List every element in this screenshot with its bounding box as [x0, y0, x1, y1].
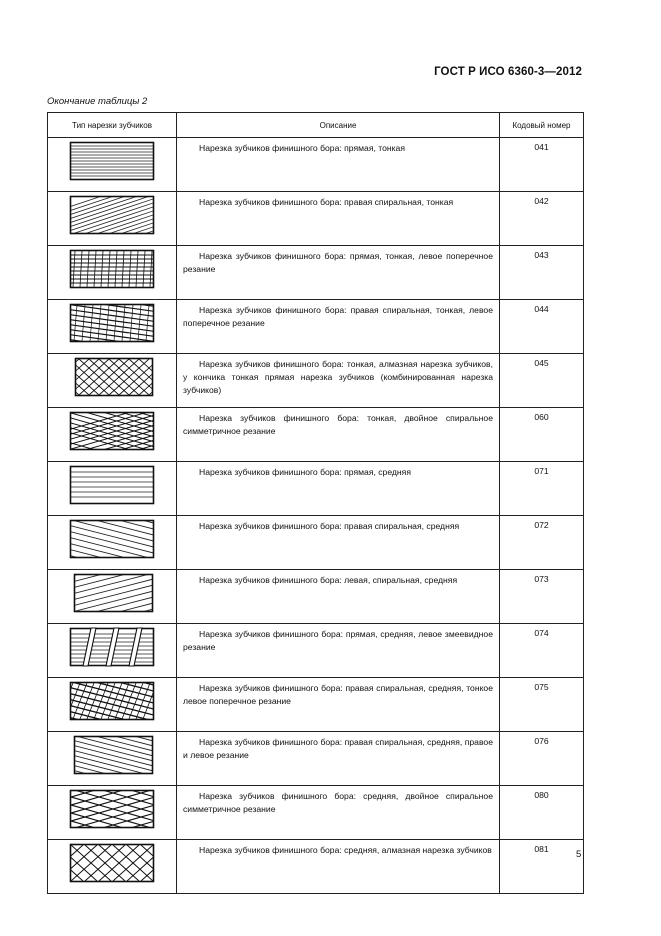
pattern-cell: [48, 570, 177, 624]
pattern-cell: [48, 678, 177, 732]
description-cell: [177, 678, 500, 732]
description-cell: [177, 192, 500, 246]
code-cell: 073: [500, 570, 584, 624]
straight-fine-icon: [48, 141, 176, 181]
table-row: [48, 246, 584, 300]
description-text: Нарезка зубчиков финишного бора: средняя, алмазная нарезка зубчиков: [199, 845, 492, 855]
cut-types-table: [47, 112, 584, 894]
code-cell: 044: [500, 300, 584, 354]
pattern-cell: [48, 354, 177, 408]
code-cell: 043: [500, 246, 584, 300]
right-spiral-fine-left-cross-icon: [48, 303, 176, 343]
table-row: [48, 624, 584, 678]
code-cell: 042: [500, 192, 584, 246]
column-header-description: Описание: [177, 113, 500, 138]
description-text: Нарезка зубчиков финишного бора: правая спиральная, средняя, тонкое левое поперечное резание: [183, 683, 493, 706]
description-text: Нарезка зубчиков финишного бора: правая спиральная, тонкая, левое поперечное резание: [183, 305, 493, 328]
description-text: Нарезка зубчиков финишного бора: тонкая, двойное спиральное симметричное резание: [183, 413, 493, 436]
pattern-cell: [48, 192, 177, 246]
straight-medium-snake-icon: [48, 627, 176, 667]
pattern-cell: [48, 300, 177, 354]
table-row: [48, 138, 584, 192]
table-row: [48, 732, 584, 786]
right-spiral-medium-right-left-icon: [48, 735, 176, 775]
straight-fine-left-cross-icon: [48, 249, 176, 289]
code-cell: 074: [500, 624, 584, 678]
description-cell: [177, 354, 500, 408]
description-text: Нарезка зубчиков финишного бора: средняя, двойное спиральное симметричное резание: [183, 791, 493, 814]
pattern-cell: [48, 732, 177, 786]
code-cell: 072: [500, 516, 584, 570]
description-cell: [177, 516, 500, 570]
description-text: Нарезка зубчиков финишного бора: прямая, тонкая: [199, 143, 405, 153]
description-text: Нарезка зубчиков финишного бора: прямая, средняя: [199, 467, 411, 477]
pattern-cell: [48, 138, 177, 192]
description-text: Нарезка зубчиков финишного бора: правая спиральная, тонкая: [199, 197, 454, 207]
description-text: Нарезка зубчиков финишного бора: тонкая, алмазная нарезка зубчиков, у кончика тонкая прямая нарезка зубчиков (комбинированная нарезка зубчиков): [183, 359, 493, 395]
double-symmetric-medium-icon: [48, 789, 176, 829]
table-row: [48, 678, 584, 732]
table-row: [48, 300, 584, 354]
straight-medium-icon: [48, 465, 176, 505]
pattern-cell: [48, 462, 177, 516]
description-cell: [177, 246, 500, 300]
double-symmetric-fine-icon: [48, 411, 176, 451]
description-cell: [177, 462, 500, 516]
description-cell: [177, 786, 500, 840]
code-cell: 081: [500, 840, 584, 894]
pattern-cell: [48, 408, 177, 462]
table-row: [48, 516, 584, 570]
diamond-medium-icon: [48, 843, 176, 883]
description-text: Нарезка зубчиков финишного бора: прямая, тонкая, левое поперечное резание: [183, 251, 493, 274]
description-cell: [177, 138, 500, 192]
description-text: Нарезка зубчиков финишного бора: прямая, средняя, левое змеевидное резание: [183, 629, 493, 652]
description-text: Нарезка зубчиков финишного бора: правая спиральная, средняя, правое и левое резание: [183, 737, 493, 760]
page-number: 5: [576, 849, 582, 860]
description-cell: [177, 840, 500, 894]
table-row: [48, 570, 584, 624]
standard-title: ГОСТ Р ИСО 6360-3—2012: [434, 66, 582, 78]
description-cell: [177, 732, 500, 786]
table-row: [48, 354, 584, 408]
table-row: [48, 408, 584, 462]
right-spiral-medium-fine-cross-icon: [48, 681, 176, 721]
pattern-cell: [48, 516, 177, 570]
code-cell: 060: [500, 408, 584, 462]
table-row: [48, 462, 584, 516]
code-cell: 071: [500, 462, 584, 516]
table-header-row: [48, 113, 584, 138]
table-caption: Окончание таблицы 2: [47, 96, 148, 107]
code-cell: 041: [500, 138, 584, 192]
description-cell: [177, 624, 500, 678]
column-header-cut-type: Тип нарезки зубчиков: [48, 113, 177, 138]
table-row: [48, 840, 584, 894]
pattern-cell: [48, 840, 177, 894]
code-cell: 080: [500, 786, 584, 840]
pattern-cell: [48, 786, 177, 840]
description-text: Нарезка зубчиков финишного бора: левая, спиральная, средняя: [199, 575, 458, 585]
right-spiral-fine-icon: [48, 195, 176, 235]
column-header-code: Кодовый номер: [500, 113, 584, 138]
code-cell: 075: [500, 678, 584, 732]
description-cell: [177, 408, 500, 462]
description-cell: [177, 570, 500, 624]
code-cell: 045: [500, 354, 584, 408]
code-cell: 076: [500, 732, 584, 786]
table-row: [48, 192, 584, 246]
left-spiral-medium-icon: [48, 573, 176, 613]
table-row: [48, 786, 584, 840]
description-text: Нарезка зубчиков финишного бора: правая спиральная, средняя: [199, 521, 460, 531]
pattern-cell: [48, 624, 177, 678]
description-cell: [177, 300, 500, 354]
pattern-cell: [48, 246, 177, 300]
right-spiral-medium-icon: [48, 519, 176, 559]
diamond-combined-icon: [48, 357, 176, 397]
